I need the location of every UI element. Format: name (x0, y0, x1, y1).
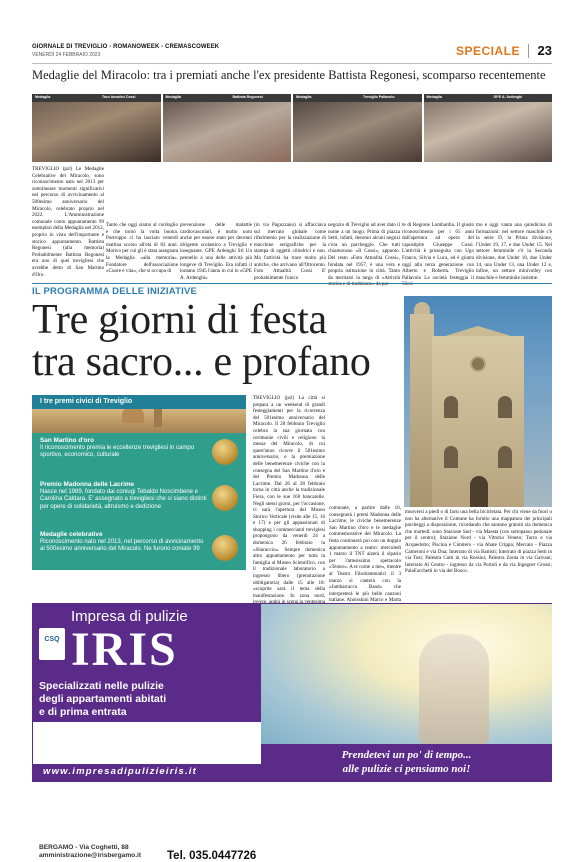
award-item (40, 437, 208, 460)
article2-column: TREVIGLIO (pzl) La città si prepara a un weekend di grandi festeggiamenti per la ricorrenza del 501esimo anniversario del Miracolo. Il 28 febbraio Treviglio celebra la sua giornata con cerimonie civili e religiose: la messa del Miracolo, di cui quest'anno ricorre il 501esimo anniversario, e la premiazione delle benemerenze civiche con la consegna del San Martino d'oro e del Premio Madonna delle Lacrime. Dal 26 al 28 febbraio torna in città anche la tradizionale Fiera, con le sue 160 bancarelle. Negli stessi giorni, per l'occasione, ci sarà l'apertura del Museo Storico Verticale (visite alle 15, 16 e 17) e per gli appassionati di shopping i commercianti treviglesi propongono da venerdì 24 a domenica 26 febbraio la «Sbaraccio». Sempre domenica altro appuntamento per tutta la famiglia al Museo Scientifico, con il tradizionale laboratorio a ingresso libero (prenotazione obbligatoria) dalle 15 alle 18: «scoprite sarà il tema della manifestazione. In zona nord, (253, 395, 325, 599)
photo-ardenghi (424, 94, 553, 162)
ad-spec-line: e di prima entrata (39, 706, 127, 718)
ad-photo-woman (261, 604, 552, 744)
ad-slogan-line: Prendetevi un po' di tempo... (341, 749, 472, 761)
award-item (40, 531, 208, 554)
award-title: Medaglie celebrative (40, 531, 103, 538)
ad-slogan (261, 748, 552, 776)
article2-body (253, 395, 552, 604)
section-label: SPECIALE (455, 44, 520, 58)
ad-spec-line: degli appartamenti abitati (39, 693, 167, 705)
medal-icon (212, 535, 238, 561)
photo-label: Medaglia (426, 95, 442, 99)
award-title: San Martino d'oro (40, 437, 95, 444)
award-description: Riconoscimento nato nel 2013, nel percorso di avvicinamento al 500esimo anniversario del Miracolo. Ne furono coniate 99 (40, 539, 204, 553)
photo-label: Treviglio Pallavolo (363, 95, 395, 99)
program-headline (32, 299, 404, 383)
ad-specialization (39, 680, 166, 719)
award-item (40, 481, 208, 511)
photo-label: Medaglia (35, 95, 51, 99)
photo-label: GPE A. Ardenghi (493, 95, 523, 99)
award-description: Nasce nel 1989, fondato dai coniugi Tebaldo Noscimbene e Carolina Caldara. E' assegnato a trevigliesi che si siano distinti per opere di solidarietà, altruismo e dedizione (40, 489, 207, 510)
photo-label: Battista Regonesi (232, 95, 263, 99)
csq-label: CSQ (44, 636, 60, 643)
article1-column: prevenzione delle malattie cardiovascolari, è molto noto anche per essere stato per decenni dirigente scolastico a Treviglio e insegnante. GPE Ardenghi Srl Un pennello a una delle attività più longeve di Treviglio. Era infatti il lontano 1945 l'anno in cui lo «GPE A. Ardenghi» (180, 222, 252, 281)
photo-label: Toro Amadini Cossi (102, 95, 136, 99)
photo-label: Medaglia (165, 95, 181, 99)
page-number: 23 (537, 43, 552, 58)
headline-line2: tra sacro... e profano (32, 339, 371, 385)
ad-subtitle: Impresa di pulizie (71, 608, 188, 625)
article1-body (32, 166, 552, 288)
headline-line1: Tre giorni di festa (32, 297, 327, 343)
medal-icon (212, 439, 238, 465)
photo-caption-bar (32, 94, 161, 102)
ad-brand-logo: IRIS (71, 623, 178, 676)
photo-caption-bar (424, 94, 553, 102)
civic-awards-box (32, 395, 246, 570)
header-divider (528, 44, 529, 58)
article1-column: mo e oggi vanta una quindicina di formazioni: nel settore maschile c'è la serie D, la Prima divisione, l'Under 19, 17, e due Under 15. Nel settore femminile c'è la Seconda divisione, due Under 18, due Under 14, una Under 13, una Under 12 e, infine, un settore minivolley con maschile e femminile insieme. (476, 222, 552, 281)
award-title: Premio Madonna delle Lacrime (40, 481, 135, 488)
photo-caption-bar (163, 94, 292, 102)
civic-awards-heading: I tre premi civici di Treviglio (40, 398, 133, 405)
award-photos (32, 94, 552, 162)
program-section-bar (32, 283, 552, 297)
page-header (32, 42, 552, 64)
ad-spec-line: Specializzati nelle pulizie (39, 680, 164, 692)
article1-column: TREVIGLIO (pzl) Le Medaglie Celebrative del Miracolo, sono riconoscimento nato nel 2013 per sottolineare momenti significativi nel percorso di avvicinamento al 500esimo anniversario del Miracolo, celebrato proprio nel 2022. L'Amministrazione comunale conto appuntamento 99 esemplari della Medaglia nel 2012, proprio in vista dell'importante e storico appuntamento. Battista Regonesi (alla memoria) Probabilmente Battista Regonesi era uno di quei trevigliesi che avrebbe detto di San Martino d'Oro. (32, 166, 104, 278)
ad-phone[interactable]: Tel. 035.0447726 (167, 850, 257, 862)
photo-regonesi (163, 94, 292, 162)
article1-title: Medaglie del Miracolo: tra i premiati anche l'ex presidente Battista Regonesi, scomparso recentemente (32, 68, 546, 82)
ad-slogan-bar (261, 744, 552, 781)
photo-cossi (32, 94, 161, 162)
church-rose-window (470, 356, 486, 372)
photo-caption-bar (293, 94, 422, 102)
ad-woman-figure (419, 634, 489, 744)
iris-advertisement[interactable] (32, 603, 552, 862)
ad-address (39, 844, 141, 860)
ad-website-link[interactable]: www.impresadipulizieiris.it (43, 766, 197, 777)
award-description: Il riconoscimento premia le eccellenze trevigliesi in campo sportivo, economico, culturale (40, 445, 195, 459)
article2-column: comunale, a partire dalle 10, consegnerà i premi Madonna delle Lacrime, le civiche benemerenze San Martino d'oro e le medaglie commemorative del Miracolo. La festa continuerà poi con un doppio appuntamento a teatro: mercoledì 1 marzo il TNT alzerà il sipario per l'attesissimo spettacolo «Testor». A te come a me», mentre al Teatro Filodrammatici il 3 marzo si canterà con la «Jambarracca Band» che interpreterà le più belle canzoni italiane. Ahoisskini Marco e Marta (329, 505, 401, 604)
ad-url-bar (33, 764, 261, 781)
photo-label: Medaglia (296, 95, 312, 99)
publication-name: GIORNALE DI TREVIGLIO - ROMANOWEEK - CREMASCOWEEK (32, 44, 220, 50)
medal-icon (212, 485, 238, 511)
article1-column: Tanto che oggi siamo al cordoglio e che tornò la volta buona. Purtroppo ci ha lasciato venerdì mattina scorso all'età di 83 anni. Motivo per cui gli è stata assegnata la Medaglia «alla memoria». Fondatore dell'associazione «Cuore e vita», che si occupa di (106, 222, 178, 275)
ad-address-line: BERGAMO - Via Coghetti, 88 (39, 844, 129, 851)
article1-column: (in via Paguzzano) si affacciava sul mercato globale come riferimento per la realizzazione di macchine serigrafiche per la stampa di oggetti cilindrici e non. Ma l'attività ha trace molto più antiche, che arrivano all'Ottocento. Foto Attualità Cossi E' probabilmente l'unico (254, 222, 326, 281)
ad-slogan-line: alle pulizie ci pensiamo noi! (342, 763, 471, 775)
csq-certification-icon (39, 628, 65, 660)
issue-date: VENERDÌ 24 FEBBRAIO 2023 (32, 52, 101, 58)
ad-email[interactable]: amministrazione@irisbergamo.it (39, 852, 142, 859)
article2-column: muoversi a piedi o di farsi una bella bicicletata. Per chi viene da fuori o non ha alternative il Comune ha fornito una mappatura dei principali parcheggi a disposizione, ricordando che saranno gratuiti sia domenica che martedì: sono Stazione Sud - via Maestà (con sottopasso pedonale per il centro); Stazione Nord - via Vittorio Veneto; Turro e via Acquedotto; Piscina e Cimitero - via Abate Crippa; Mercato - Piazza Cameroni e via Dua; Interrato di via Battisti; Interrato di piazza Setti in via Tosi; Palestra Cutti in via Rossini; Palestra Zonta in via Galvani; Interrato Al Centro - ingresso da via Portoli e da via Ingegner Grossi; PalaFacchetti in via del Bosco. (405, 509, 552, 575)
article1-column: negozio di Treviglio ad aver dato il nome a un luogo. Prima di piazza Setti, infatti, decenni alcuni negozi c'era un parcheggio. Che tutti chiamavano «Il Cossi», appunto. Del resto «Foto Attualità Cossi», fondata nel 1957, è una vera e propria istituzione in città. Tanto da meritarsi la targa di «Attività storica e di tradizione» da par- (328, 222, 400, 288)
photo-pallavolo (293, 94, 422, 162)
civic-awards-heading-bar (32, 395, 246, 409)
program-section-label: IL PROGRAMMA DELLE INIZIATIVE (32, 286, 198, 297)
article1-column: te di Regione Lombardia. Il giusto riconoscimento per i 65 anni dall'apertura ad opera del capostipite Giuseppe Cossi. L'attività è proseguita con Ugo Franco, Silvia e Luca, ed è giunta oggi alla terza generazione con Alberto e Roberta. Treviglio Pallavolo La società festeggia il 50esi- (402, 222, 474, 288)
